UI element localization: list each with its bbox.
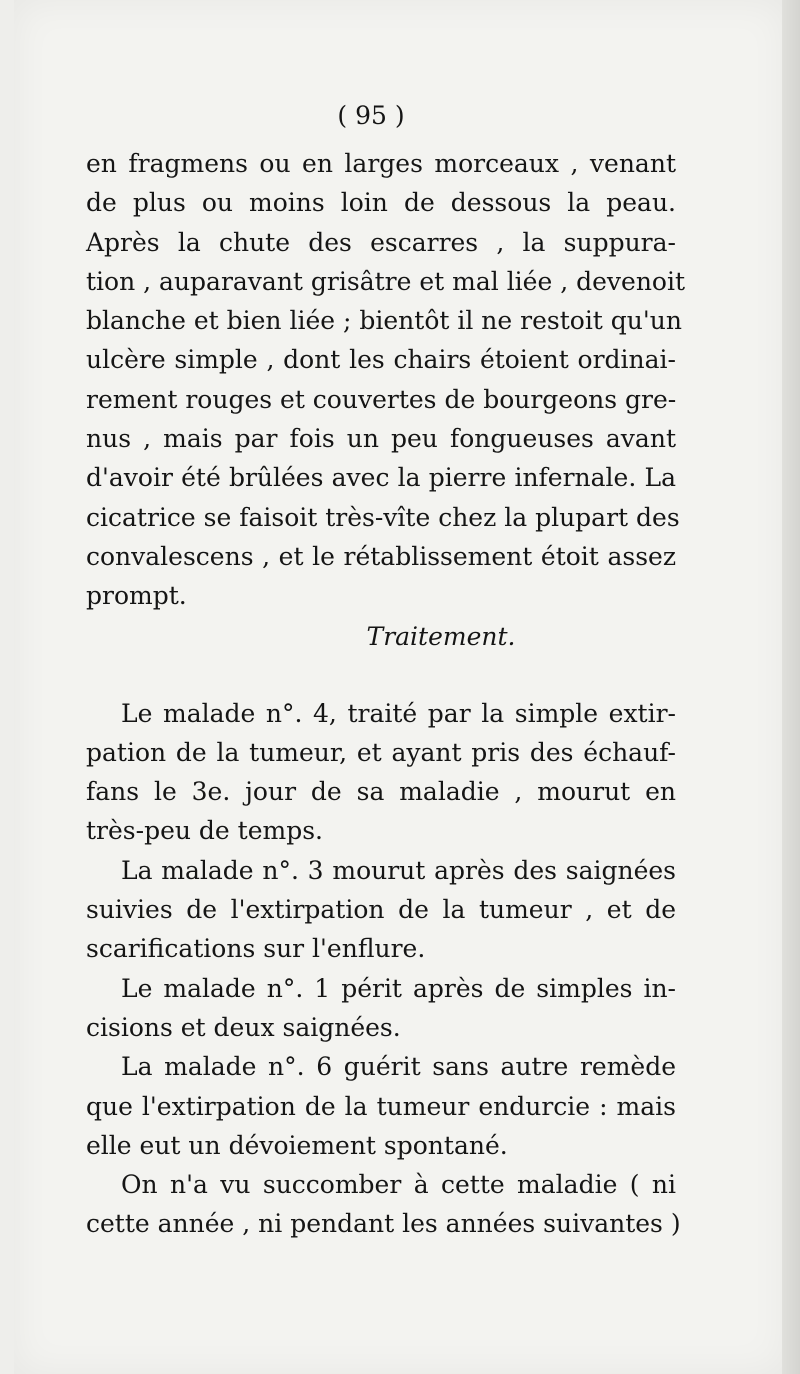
- text-line: scarifications sur l'enflure.: [86, 934, 426, 964]
- text-line: elle eut un dévoiement spontané.: [86, 1130, 508, 1160]
- text-line: Après la chute des escarres , la suppura-: [86, 227, 676, 257]
- paragraph-3: [86, 851, 676, 969]
- text-line: cicatrice se faisoit très-vîte chez la plupart des: [86, 502, 680, 532]
- text-line: tion , auparavant grisâtre et mal liée , devenoit: [86, 266, 686, 296]
- text-line: ulcère simple , dont les chairs étoient ordinai-: [86, 345, 676, 375]
- paragraph-4: [86, 969, 676, 1048]
- text-line: Le malade n°. 1 périt après de simples in-: [121, 973, 676, 1003]
- paragraph-6: [86, 1165, 681, 1244]
- text-line: rement rouges et couvertes de bourgeons gre-: [86, 384, 677, 414]
- text-line: prompt.: [86, 581, 187, 611]
- text-line: nus , mais par fois un peu fongueuses avant: [86, 424, 676, 454]
- text-line: Le malade n°. 4, traité par la simple extir-: [121, 698, 676, 728]
- paragraph-1: [86, 144, 686, 616]
- text-line: pation de la tumeur, et ayant pris des échauf-: [86, 737, 676, 767]
- text-line: que l'extirpation de la tumeur endurcie : mais: [86, 1091, 676, 1121]
- page-edge: [782, 0, 800, 1374]
- text-line: de plus ou moins loin de dessous la peau.: [86, 188, 676, 218]
- text-line: On n'a vu succomber à cette maladie ( ni: [121, 1170, 676, 1200]
- page-number: ( 95 ): [337, 101, 405, 130]
- text-body: [86, 92, 686, 1244]
- text-line: suivies de l'extirpation de la tumeur , et de: [86, 895, 676, 925]
- text-line: cisions et deux saignées.: [86, 1012, 401, 1042]
- paragraph-5: [86, 1047, 676, 1165]
- text-line: d'avoir été brûlées avec la pierre infernale. La: [86, 463, 676, 493]
- text-line: La malade n°. 3 mourut après des saignées: [121, 855, 676, 885]
- paragraph-2: [86, 694, 676, 851]
- text-line: cette année , ni pendant les années suivantes ): [86, 1209, 681, 1239]
- text-line: blanche et bien liée ; bientôt il ne restoit qu'un: [86, 306, 682, 336]
- text-line: convalescens , et le rétablissement étoit assez: [86, 541, 676, 571]
- section-heading: Traitement.: [366, 621, 516, 651]
- text-line: fans le 3e. jour de sa maladie , mourut en: [86, 777, 676, 807]
- text-line: très-peu de temps.: [86, 816, 323, 846]
- text-line: La malade n°. 6 guérit sans autre remède: [121, 1052, 676, 1082]
- text-line: en fragmens ou en larges morceaux , venant: [86, 149, 676, 178]
